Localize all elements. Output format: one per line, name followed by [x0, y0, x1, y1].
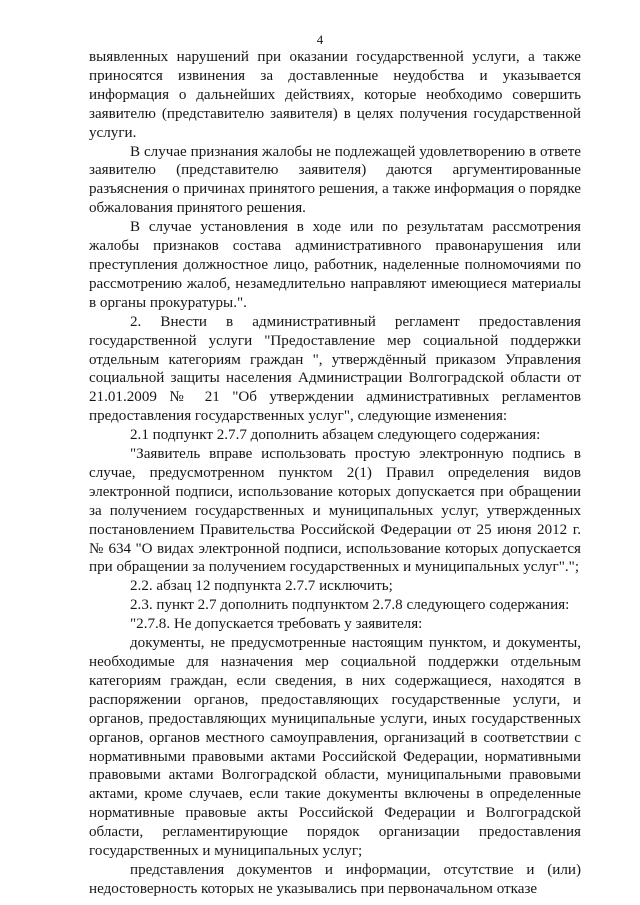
page-number: 4	[316, 32, 324, 47]
paragraph: 2.2. абзац 12 подпункта 2.7.7 исключить;	[130, 578, 393, 595]
paragraph: 2. Внести в административный регламент предоставления государственной услуги "Предоставление мер социальной поддержки отдельным категориям граждан ", утверждённый приказом Управления социальной защиты населения Администрации Волгоградской области от 21.01.2009 № 21 "Об утверждении административных регламентов предоставления государственных услуг", следующие изменения:	[89, 313, 581, 425]
paragraph: документы, не предусмотренные настоящим пунктом, и документы, необходимые для назначения мер социальной поддержки отдельным категориям граждан, если сведения, в них содержащиеся, находятся в распоряжении органов, предоставляющих государственные услуги, и органов, предоставляющих муниципальные услуги, иных государственных органов, органов местного самоуправления, организаций в соответствии с нормативными правовыми актами Российской Федерации, нормативными правовыми актами Волгоградской области, муниципальными правовыми актами, кроме случаев, если такие документы включены в определенные нормативные правовые акты Российской Федерации и Волгоградской области, регламентирующие порядок организации предоставления государственных и муниципальных услуг;	[89, 635, 581, 860]
paragraph: выявленных нарушений при оказании государственной услуги, а также приносятся извинения за доставленные неудобства и указывается информация о дальнейших действиях, которые необходимо совершить заявителю (представителю заявителя) в целях получения государственной услуги.	[89, 49, 581, 141]
paragraph: "2.7.8. Не допускается требовать у заявителя:	[130, 616, 423, 633]
paragraph: 2.3. пункт 2.7 дополнить подпунктом 2.7.8 следующего содержания:	[130, 597, 570, 614]
paragraph: представления документов и информации, отсутствие и (или) недостоверность которых не указывались при первоначальном отказе	[89, 861, 581, 897]
paragraph: В случае признания жалобы не подлежащей удовлетворению в ответе заявителю (представителю заявителя) даются аргументированные разъяснения о причинах принятого решения, а также информация о порядке обжалования принятого решения.	[89, 143, 581, 217]
paragraph: 2.1 подпункт 2.7.7 дополнить абзацем следующего содержания:	[130, 427, 541, 444]
paragraph: В случае установления в ходе или по результатам рассмотрения жалобы признаков состава административного правонарушения или преступления должностное лицо, работник, наделенные полномочиями по рассмотрению жалоб, незамедлительно направляют имеющиеся материалы в органы прокуратуры.".	[89, 219, 581, 311]
paragraph: "Заявитель вправе использовать простую электронную подпись в случае, предусмотренном пунктом 2(1) Правил определения видов электронной подписи, использование которых допускается при обращении за получением государственных и муниципальных услуг, утвержденных постановлением Правительства Российской Федерации от 25 июня 2012 г. № 634 "О видах электронной подписи, использование которых допускается при обращении за получением государственных и муниципальных услуг".";	[89, 446, 581, 576]
document-body	[89, 48, 581, 899]
